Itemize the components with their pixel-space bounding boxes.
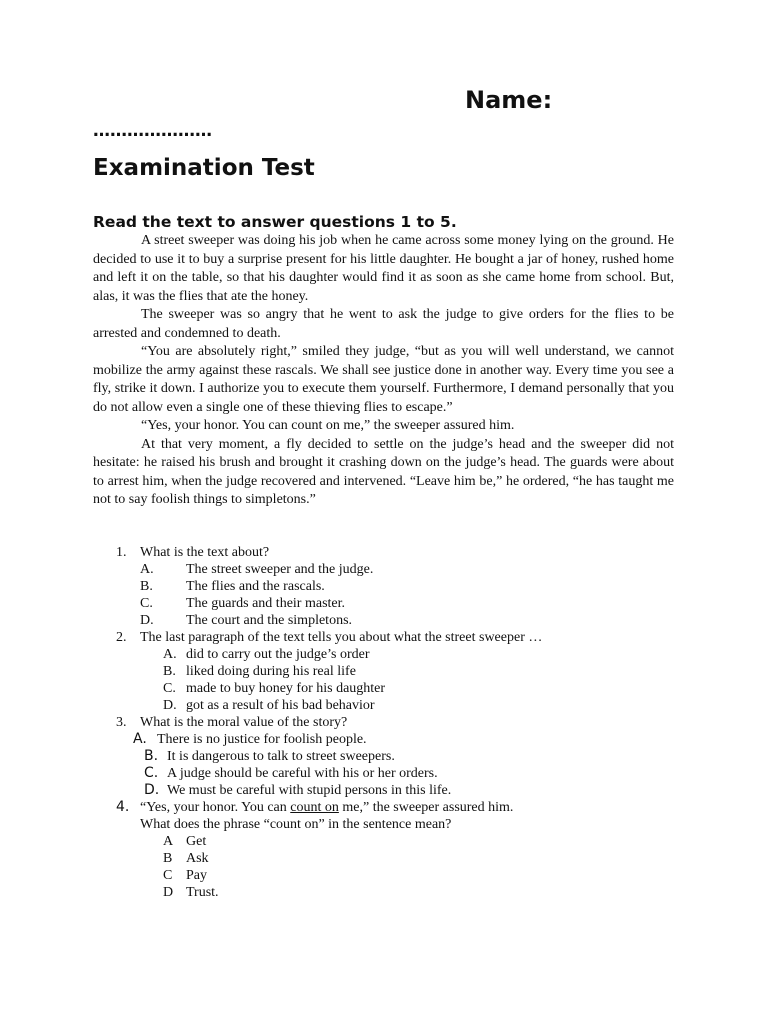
option-letter: B. xyxy=(144,748,159,764)
option-text: The court and the simpletons. xyxy=(186,613,353,628)
question-text-after: me,” the sweeper assured him. xyxy=(338,800,514,815)
question-number: 2. xyxy=(116,630,127,645)
instruction-text: Read the text to answer questions 1 to 5. xyxy=(93,213,457,231)
question-text: What is the text about? xyxy=(140,545,270,560)
option-text: Pay xyxy=(186,868,207,883)
question-subtext: What does the phrase “count on” in the sentence mean? xyxy=(140,817,452,832)
question-number: 4. xyxy=(116,799,130,815)
option-text: A judge should be careful with his or her orders. xyxy=(167,766,438,781)
option-text: There is no justice for foolish people. xyxy=(157,732,367,747)
option-text: It is dangerous to talk to street sweepers. xyxy=(167,749,395,764)
option-letter: B. xyxy=(163,664,176,679)
option-letter: D. xyxy=(140,613,154,628)
option-letter: D xyxy=(163,885,174,900)
option-letter: C. xyxy=(163,681,176,696)
option-letter: D. xyxy=(144,782,160,798)
passage-paragraph: The sweeper was so angry that he went to ask the judge to give orders for the flies to be arrested and condemned to death. xyxy=(93,307,674,341)
question-text: The last paragraph of the text tells you about what the street sweeper … xyxy=(140,630,543,645)
option-text: The flies and the rascals. xyxy=(186,579,325,594)
option-text: did to carry out the judge’s order xyxy=(186,647,370,662)
option-text: The guards and their master. xyxy=(186,596,346,611)
option-text: The street sweeper and the judge. xyxy=(186,562,374,577)
question-text-before: “Yes, your honor. You can xyxy=(140,800,291,815)
option-letter: C xyxy=(163,868,173,883)
option-text: got as a result of his bad behavior xyxy=(186,698,375,713)
option-text: We must be careful with stupid persons in this life. xyxy=(167,783,452,798)
option-text: Ask xyxy=(186,851,209,866)
option-text: liked doing during his real life xyxy=(186,664,356,679)
passage-paragraph: “You are absolutely right,” smiled they judge, “but as you will well understand, we cannot mobilize the army against these rascals. We shall see justice done in another way. Every time you see a fly, strike it down. I authorize you to execute them yourself. Furthermore, I demand personally that you do not allow even a single one of these thieving flies to escape.” xyxy=(93,344,674,415)
passage-paragraph: A street sweeper was doing his job when he came across some money lying on the ground. He decided to use it to buy a surprise present for his little daughter. He bought a jar of honey, rushed home and left it on the table, so that his daughter would find it as soon as she came home from school. But, alas, it was the flies that ate the honey. xyxy=(93,233,674,304)
option-letter: A. xyxy=(133,731,147,747)
option-letter: A xyxy=(163,834,174,849)
passage-paragraph: “Yes, your honor. You can count on me,” the sweeper assured him. xyxy=(141,418,515,433)
reading-passage xyxy=(93,232,674,510)
page-title: Examination Test xyxy=(93,155,315,181)
question-number: 3. xyxy=(116,715,127,730)
question-underlined-phrase: count on xyxy=(290,800,339,815)
option-letter: D. xyxy=(163,698,177,713)
question-text: What is the moral value of the story? xyxy=(140,715,348,730)
option-letter: B xyxy=(163,851,173,866)
option-letter: A. xyxy=(140,562,154,577)
question-text xyxy=(140,799,513,816)
option-letter: C. xyxy=(144,765,159,781)
option-letter: B. xyxy=(140,579,153,594)
name-label: Name: xyxy=(465,86,553,114)
option-letter: C. xyxy=(140,596,153,611)
question-number: 1. xyxy=(116,545,127,560)
option-text: Get xyxy=(186,834,207,849)
option-text: made to buy honey for his daughter xyxy=(186,681,386,696)
name-blank: ………………… xyxy=(93,121,212,141)
option-letter: A. xyxy=(163,647,177,662)
passage-paragraph: At that very moment, a fly decided to settle on the judge’s head and the sweeper did not hesitate: he raised his brush and brought it crashing down on the judge’s head. The guards were about to arrest him, when the judge recovered and intervened. “Leave him be,” he ordered, “he has taught me not to say foolish things to simpletons.” xyxy=(93,436,674,507)
option-text: Trust. xyxy=(186,885,219,900)
